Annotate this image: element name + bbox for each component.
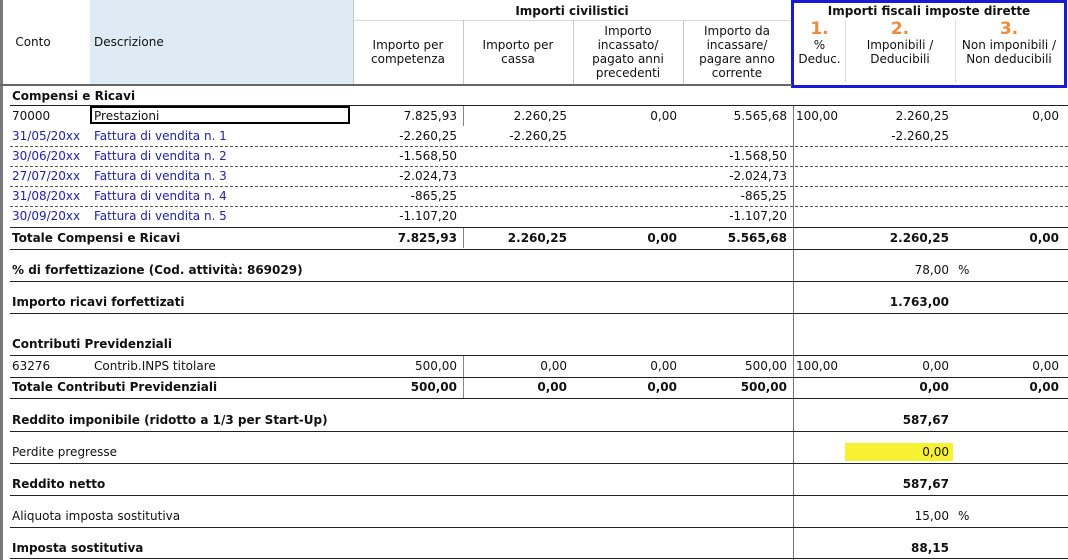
descrizione-cell[interactable]: Prestazioni [94, 109, 160, 123]
cassa-total: 0,00 [537, 380, 567, 394]
header-label: pagato anni [592, 52, 664, 66]
ricavi-forfettizzati-value: 1.763,00 [889, 295, 949, 309]
non-imponibili-cell: 0,00 [1032, 359, 1059, 373]
column-number: 3. [999, 19, 1019, 39]
reddito-imponibile-label: Reddito imponibile (ridotto a 1/3 per Start-Up) [12, 413, 328, 427]
invoice-link[interactable]: Fattura di vendita n. 2 [94, 149, 227, 163]
competenza-cell: 7.825,93 [403, 109, 457, 123]
header-label: Deducibili [870, 52, 930, 66]
ricavi-forfettizzati-label: Importo ricavi forfettizati [12, 295, 185, 309]
invoice-link[interactable]: Fattura di vendita n. 4 [94, 189, 227, 203]
cassa-cell: 0,00 [540, 359, 567, 373]
header-label: incassare/ [706, 38, 768, 52]
header-label: incassato/ [597, 38, 659, 52]
da-incassare-cell: -865,25 [740, 189, 787, 203]
header-imponibili [845, 20, 955, 66]
cassa-cell: 2.260,25 [513, 109, 567, 123]
header-non-imponibili [955, 20, 1063, 66]
competenza-cell: -1.568,50 [399, 149, 457, 163]
header-group-fiscal: Importi fiscali imposte dirette [827, 4, 1031, 18]
invoice-date[interactable]: 31/08/20xx [12, 189, 81, 203]
forfettizzazione-value: 78,00 [914, 263, 949, 277]
header-label: precedenti [595, 66, 661, 80]
competenza-cell: -2.260,25 [399, 129, 457, 143]
invoice-date[interactable]: 27/07/20xx [12, 169, 81, 183]
incassato-prec-cell: 0,00 [650, 109, 677, 123]
divider [10, 355, 1068, 356]
header-bottom-border [0, 84, 792, 86]
divider [10, 249, 1068, 250]
imponibili-total: 0,00 [919, 380, 949, 394]
header-label: Importo per [482, 38, 554, 52]
column-number: 2. [890, 19, 910, 39]
header-group-civil: Importi civilistici [515, 4, 629, 18]
da-incassare-cell: -1.568,50 [729, 149, 787, 163]
competenza-cell: -1.107,20 [399, 209, 457, 223]
incassato-prec-total: 0,00 [647, 231, 677, 245]
divider [10, 281, 1068, 282]
competenza-total: 7.825,93 [397, 231, 457, 245]
reddito-imponibile-value: 587,67 [902, 413, 949, 427]
non-imponibili-total: 0,00 [1029, 231, 1059, 245]
invoice-link[interactable]: Fattura di vendita n. 3 [94, 169, 227, 183]
fiscal-separator [793, 106, 794, 560]
invoice-date[interactable]: 30/06/20xx [12, 149, 81, 163]
header-label: % [813, 38, 826, 52]
header-conto: Conto [15, 35, 51, 49]
perc-deduc-cell: 100,00 [796, 359, 838, 373]
da-incassare-cell: -1.107,20 [729, 209, 787, 223]
reddito-netto-label: Reddito netto [12, 477, 106, 491]
perdite-pregresse-label: Perdite pregresse [12, 445, 117, 459]
descrizione-cell[interactable]: Contrib.INPS titolare [94, 359, 216, 373]
header-cassa [463, 38, 573, 66]
header-competenza [353, 38, 463, 66]
imponibili-cell: 0,00 [922, 359, 949, 373]
divider [10, 398, 1068, 399]
competenza-cell: 500,00 [415, 359, 457, 373]
competenza-cell: -2.024,73 [399, 169, 457, 183]
conto-cell: 63276 [12, 359, 51, 373]
divider [10, 463, 1068, 464]
divider [10, 313, 1068, 314]
header-label: Non imponibili / [961, 38, 1057, 52]
invoice-link[interactable]: Fattura di vendita n. 1 [94, 129, 227, 143]
header-descrizione: Descrizione [94, 35, 164, 49]
competenza-total: 500,00 [410, 380, 457, 394]
da-incassare-cell: 500,00 [745, 359, 787, 373]
divider [10, 558, 1068, 559]
header-incassato-prec [573, 24, 683, 80]
invoice-link[interactable]: Fattura di vendita n. 5 [94, 209, 227, 223]
column-number: 1. [810, 19, 829, 39]
divider [10, 495, 1068, 496]
reddito-netto-value: 587,67 [902, 477, 949, 491]
conto-cell: 70000 [12, 109, 51, 123]
header-da-incassare [683, 24, 791, 80]
imponibili-cell: 2.260,25 [895, 109, 949, 123]
incassato-prec-cell: 0,00 [650, 359, 677, 373]
imposta-sostitutiva-value: 88,15 [911, 541, 949, 555]
competenza-cell: -865,25 [410, 189, 457, 203]
header-label: Non deducibili [966, 52, 1052, 66]
header-label: Importo [604, 24, 652, 38]
total-label: Totale Compensi e Ricavi [12, 231, 181, 245]
total-label: Totale Contributi Previdenziali [12, 380, 218, 394]
header-label: Importo da [704, 24, 770, 38]
forfettizzazione-label: % di forfettizazione (Cod. attività: 869029) [12, 263, 303, 277]
da-incassare-cell: 5.565,68 [733, 109, 787, 123]
section-title-contributi: Contributi Previdenziali [12, 337, 173, 351]
header-label: Imponibili / [866, 38, 934, 52]
imponibili-cell: -2.260,25 [891, 129, 949, 143]
invoice-date[interactable]: 31/05/20xx [12, 129, 81, 143]
imponibili-total: 2.260,25 [889, 231, 949, 245]
percent-unit: % [958, 263, 970, 277]
header-label: competenza [371, 52, 445, 66]
imposta-sostitutiva-label: Imposta sostitutiva [12, 541, 144, 555]
non-imponibili-total: 0,00 [1029, 380, 1059, 394]
da-incassare-total: 500,00 [740, 380, 787, 394]
non-imponibili-cell: 0,00 [1032, 109, 1059, 123]
header-label: cassa [501, 52, 535, 66]
da-incassare-total: 5.565,68 [727, 231, 787, 245]
header-perc-deduc [794, 20, 845, 66]
invoice-date[interactable]: 30/09/20xx [12, 209, 81, 223]
header-label: Importo per [372, 38, 444, 52]
header-label: Deduc. [798, 52, 841, 66]
aliquota-label: Aliquota imposta sostitutiva [12, 509, 181, 523]
cassa-total: 2.260,25 [507, 231, 567, 245]
perc-deduc-cell: 100,00 [796, 109, 838, 123]
divider [10, 227, 1068, 228]
cassa-cell: -2.260,25 [509, 129, 567, 143]
divider [10, 431, 1068, 432]
da-incassare-cell: -2.024,73 [729, 169, 787, 183]
incassato-prec-total: 0,00 [647, 380, 677, 394]
divider [10, 527, 1068, 528]
header-label: pagare anno [699, 52, 775, 66]
perdite-pregresse-input[interactable]: 0,00 [922, 445, 949, 459]
header-label: corrente [711, 66, 763, 80]
section-title-compensi: Compensi e Ricavi [12, 89, 136, 103]
aliquota-value: 15,00 [914, 509, 949, 523]
percent-unit: % [958, 509, 970, 523]
